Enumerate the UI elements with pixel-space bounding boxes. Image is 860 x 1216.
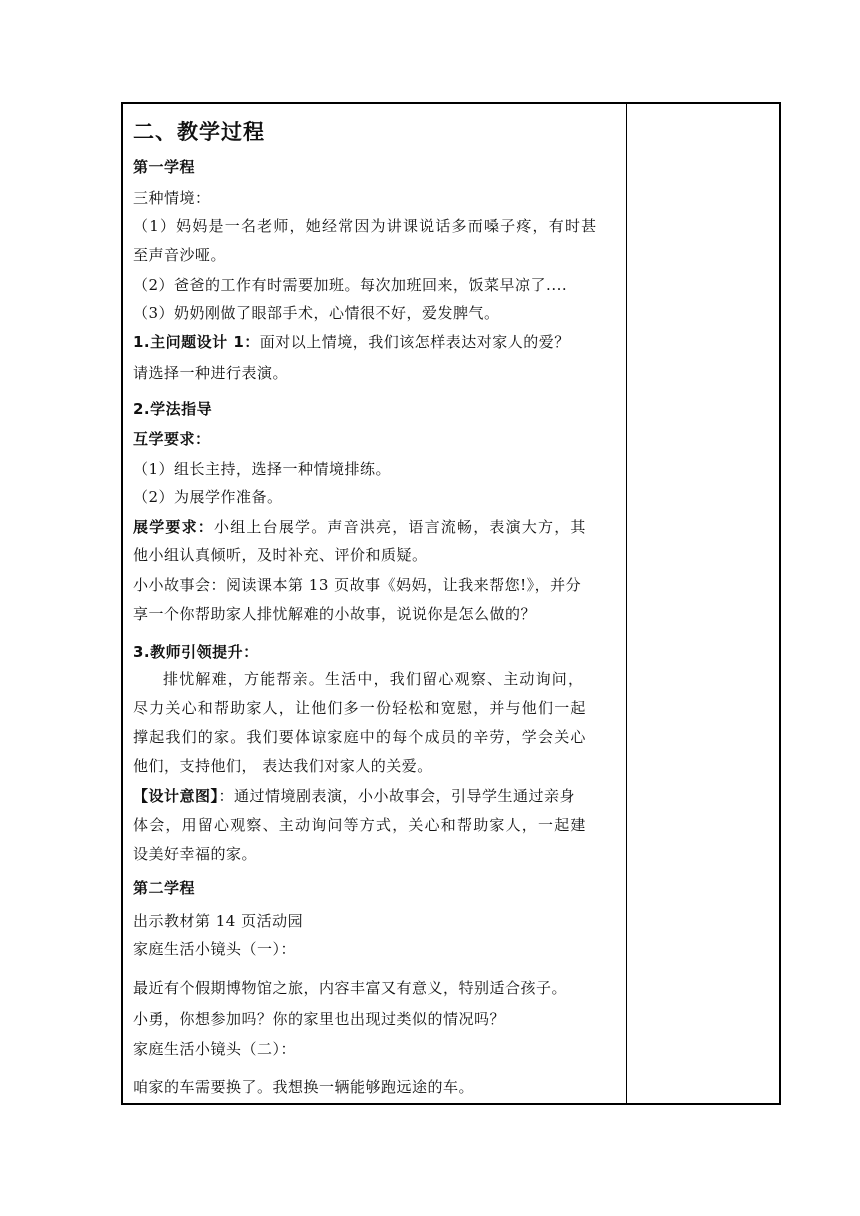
scenario-2: （2）爸爸的工作有时需要加班。每次加班回来，饭菜早凉了.... [133,276,568,294]
scenario-1-line-1: （1）妈妈是一名老师，她经常因为讲课说话多而嗓子疼，有时甚 [133,217,598,235]
scene-1-line-1: 最近有个假期博物馆之旅，内容丰富又有意义，特别适合孩子。 [133,979,568,997]
show-learning [133,517,620,537]
method-guide-title: 2.学法指导 [133,400,213,418]
scenario-1-line-2: 至声音沙哑。 [133,246,227,264]
design-intent-2: 体会，用留心观察、主动询问等方式，关心和帮助家人，一起建 [133,816,587,834]
design-intent-text: ：通过情境剧表演，小小故事会，引导学生通过亲身 [218,787,576,805]
teacher-text-1: 排忧解难，方能帮亲。生活中，我们留心观察、主动询问， [163,670,585,688]
lesson-plan-table [121,102,781,1105]
show-learning-text: 小组上台展学。声音洪亮，语言流畅，表演大方，其 [214,518,587,536]
mutual-req-1: （1）组长主持，选择一种情境排练。 [133,460,392,478]
stage1-title: 第一学程 [133,158,196,176]
scenario-intro: 三种情境： [133,189,211,207]
teacher-guide-title: 3.教师引领提升： [133,643,259,661]
design-intent [133,786,620,806]
teacher-text-3: 撑起我们的家。我们要体谅家庭中的每个成员的辛劳，学会关心 [133,728,587,746]
show-learning-label: 展学要求： [133,518,215,536]
notes-cell [627,104,779,1103]
story-line-1: 小小故事会：阅读课本第 13 页故事《妈妈，让我来帮您!》，并分 [133,576,582,594]
textbook-activity: 出示教材第 14 页活动园 [133,912,304,930]
main-question-label: 1.主问题设计 1： [133,333,260,351]
scene-2-title: 家庭生活小镜头（二）： [133,1040,297,1058]
design-intent-label: 【设计意图】 [133,787,219,805]
main-question-cont: 请选择一种进行表演。 [133,364,289,382]
stage2-title: 第二学程 [133,879,196,897]
scenario-3: （3）奶奶刚做了眼部手术，心情很不好，爱发脾气。 [133,304,500,322]
teacher-text-4: 他们，支持他们， 表达我们对家人的关爱。 [133,757,433,775]
scene-2-line-1: 咱家的车需要换了。我想换一辆能够跑远途的车。 [133,1078,475,1096]
scene-1-line-2: 小勇，你想参加吗？你的家里也出现过类似的情况吗？ [133,1010,506,1028]
section-heading: 二、教学过程 [133,120,265,144]
scene-1-title: 家庭生活小镜头（一）： [133,940,297,958]
design-intent-3: 设美好幸福的家。 [133,845,258,863]
show-learning-cont: 他小组认真倾听，及时补充、评价和质疑。 [133,546,428,564]
main-question [133,332,620,352]
story-line-2: 享一个你帮助家人排忧解难的小故事，说说你是怎么做的？ [133,605,537,623]
main-question-text: 面对以上情境，我们该怎样表达对家人的爱？ [259,333,570,351]
mutual-learning-title: 互学要求： [133,430,211,448]
teaching-process-cell [123,104,627,1103]
mutual-req-2: （2）为展学作准备。 [133,488,283,506]
teacher-text-2: 尽力关心和帮助家人，让他们多一份轻松和宽慰，并与他们一起 [133,699,587,717]
